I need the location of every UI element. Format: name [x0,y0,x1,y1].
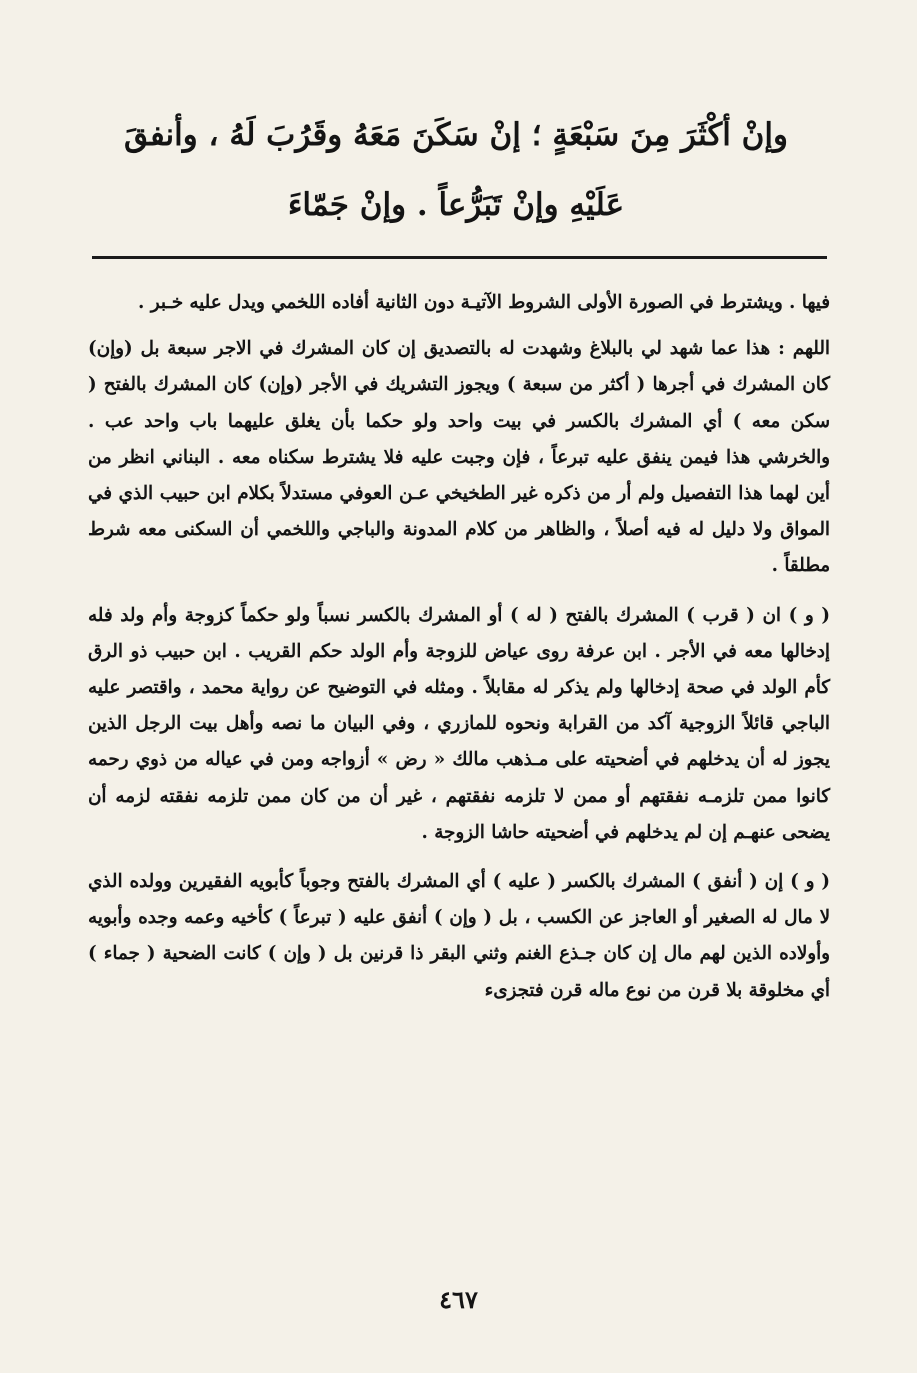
matn-line-1: وإنْ أكْثَرَ مِنَ سَبْعَةٍ ؛ إنْ سَكَنَ مَعَهُ وقَرُبَ لَهُ ، وأنفقَ [123,117,788,153]
paragraph-2: اللهم : هذا عما شهد لي بالبلاغ وشهدت له بالتصديق إن كان المشرك في الاجر سبعة بل (وإن) كان المشرك في أجرها ( أكثر من سبعة ) ويجوز التشريك في الأجر (وإن) كان المشرك بالفتح ( سكن معه ) أي المشرك بالكسر في بيت واحد ولو حكما بأن يغلق عليهما باب واحد عب . والخرشي هذا فيمن ينفق عليه تبرعاً ، فإن وجبت عليه فلا يشترط سكناه معه . البناني انظر من أين لهما هذا التفصيل ولم أر من ذكره غير الطخيخي عـن العوفي مستدلاً بكلام ابن حبيب الذي في المواق ولا دليل له فيه أصلاً ، والظاهر من كلام المدونة والباجي واللخمي أن السكنى معه شرط مطلقاً . [88,338,830,577]
page-number: ٤٦٧ [439,1285,478,1314]
paragraph-1: فيها . ويشترط في الصورة الأولى الشروط الآتيـة دون الثانية أفاده اللخمي ويدل عليه خـبر . [138,292,830,313]
separator-rule [92,256,827,259]
paragraph-3: ( و ) ان ( قرب ) المشرك بالفتح ( له ) أو المشرك بالكسر نسباً ولو حكماً كزوجة وأم ولد فله إدخالها معه في الأجر . ابن عرفة روى عياض للزوجة وأم الولد حكم القريب . ابن حبيب ذو الرق كأم الولد في صحة إدخالها ولم يذكر له مقابلاً . ومثله في التوضيح عن رواية محمد ، واقتصر عليه الباجي قائلاً الزوجية آكد من القرابة ونحوه للمازري ، وفي البيان ما نصه وأهل بيت الرجل الذين يجوز له أن يدخلهم في أضحيته على مـذهب مالك « رض » أزواجه ومن في عياله من ذوي رحمه كانوا ممن تلزمـه نفقتهم أو ممن لا تلزمه نفقتهم ، غير أن من كان ممن تلزمه نفقته لزمه أن يضحى عنهـم إن لم يدخلهم في أضحيته حاشا الزوجة . [88,604,830,843]
matn-line-2: عَلَيْهِ وإنْ تَبَرُّعاً . وإنْ جَمّاءَ [287,187,625,223]
commentary-body [88,285,830,1022]
paragraph-4: ( و ) إن ( أنفق ) المشرك بالكسر ( عليه ) أي المشرك بالفتح وجوباً كأبويه الفقيرين وولده الذي لا مال له الصغير أو العاجز عن الكسب ، بل ( وإن ) أنفق عليه ( تبرعاً ) كأخيه وعمه وجده وأبويه وأولاده الذين لهم مال إن كان جـذع الغنم وثني البقر ذا قرنين بل ( وإن ) كانت الضحية ( جماء ) أي مخلوقة بلا قرن من نوع ماله قرن فتجزىء [88,871,830,1001]
matn-header [95,100,817,240]
